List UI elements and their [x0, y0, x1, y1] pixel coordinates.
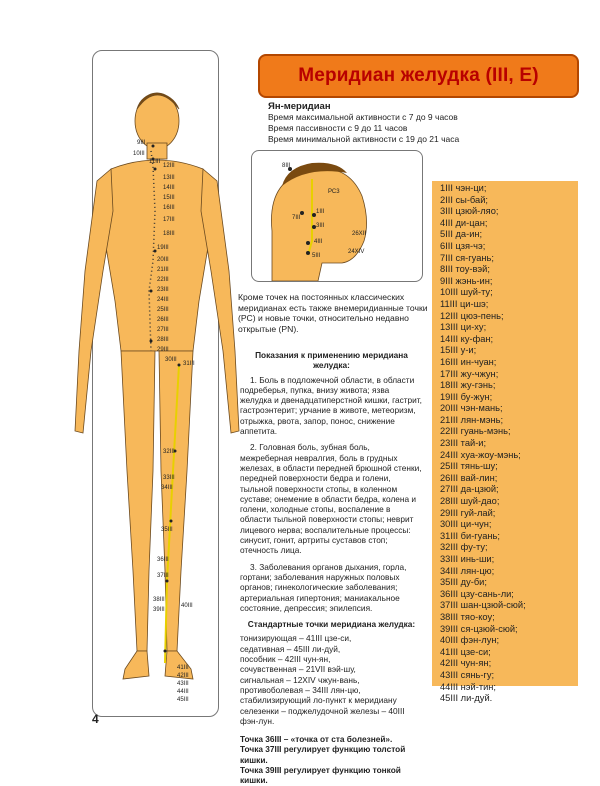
body-label-43: 43III	[177, 681, 189, 687]
body-label-45: 45III	[177, 697, 189, 703]
meridian-point-item: 42III чун-ян;	[440, 658, 492, 669]
body-label-27: 27III	[157, 327, 169, 333]
indications-paragraph-2: 2. Головная боль, зубная боль, межреберная невралгия, боль в грудных железах, в области передней брюшной стенки, передней поверхности бедра и голени, тыльной поверхности стопы, в коленном суставе; онемение в области бедра, колена и голени, холодные стопы, воспаление в области тыльной поверхности стопы; неврит лицевого нерва; воспалительные процессы: синусит, гонит, артриты суставов стоп; отечность лица.	[240, 442, 422, 556]
meridian-point-item: 39III ся-цзюй-сюй;	[440, 623, 518, 634]
yan-line-passive: Время пассивности с 9 до 11 часов	[268, 123, 408, 133]
body-label-15: 15III	[163, 195, 175, 201]
meridian-point-item: 12III цюэ-пень;	[440, 310, 504, 321]
meridian-point-item: 4III ди-цан;	[440, 217, 488, 228]
standard-point-item: пособник – 42III чун-ян,	[240, 654, 331, 665]
face-label-3: 3III	[316, 223, 325, 229]
notes	[240, 734, 423, 785]
body-label-26: 26III	[157, 317, 169, 323]
body-label-42: 42III	[177, 673, 189, 679]
standard-points-heading: Стандартные точки меридиана желудка:	[247, 619, 416, 630]
body-label-36: 36III	[157, 557, 169, 563]
body-label-30: 30III	[165, 357, 177, 363]
body-label-13: 13III	[163, 175, 175, 181]
meridian-point-item: 34III лян-цю;	[440, 565, 495, 576]
body-label-20: 20III	[157, 257, 169, 263]
body-label-12: 12III	[163, 163, 175, 169]
yan-line-max: Время максимальной активности с 7 до 9 часов	[268, 112, 458, 122]
yan-heading: Ян-меридиан	[268, 101, 331, 112]
body-label-17: 17III	[163, 217, 175, 223]
meridian-point-item: 30III ци-чун;	[440, 519, 492, 530]
meridian-point-item: 15III у-и;	[440, 345, 477, 356]
body-label-9: 9III	[137, 140, 146, 146]
face-label-8: 8III	[282, 163, 291, 169]
meridian-point-item: 31III би-гуань;	[440, 530, 500, 541]
meridian-point-item: 18III жу-гэнь;	[440, 380, 496, 391]
face-diagram-panel	[251, 150, 423, 282]
meridian-point-item: 6III цзя-чэ;	[440, 240, 486, 251]
yan-meridian-info	[268, 101, 459, 145]
body-label-39: 39III	[153, 607, 165, 613]
meridian-point-item: 29III гуй-лай;	[440, 507, 496, 518]
body-label-41: 41III	[177, 665, 189, 671]
body-label-21: 21III	[157, 267, 169, 273]
body-label-23: 23III	[157, 287, 169, 293]
body-label-31: 31III	[183, 361, 195, 367]
meridian-point-item: 19III бу-жун;	[440, 391, 493, 402]
body-label-11: 11III	[149, 159, 161, 165]
body-label-14: 14III	[163, 185, 175, 191]
body-label-38: 38III	[153, 597, 165, 603]
meridian-point-item: 35III ду-би;	[440, 577, 487, 588]
note-item: Точка 37III регулирует функцию толстой кишки.	[240, 744, 406, 765]
face-label-1: 1III	[316, 209, 325, 215]
standard-points-list	[240, 633, 423, 726]
face-label-7: 7III	[292, 215, 301, 221]
standard-point-item: сигнальная – 12XIV чжун-вань,	[240, 674, 360, 685]
meridian-point-item: 41III цзе-си;	[440, 646, 491, 657]
face-label-5: 5III	[312, 253, 321, 259]
meridian-point-item: 38III тяо-коу;	[440, 611, 495, 622]
face-caption: Кроме точек на постоянных классических меридианах есть также внемеридианные точки (РС) и новые точки, относительно недавно открытые (PN).	[238, 292, 428, 334]
body-label-29: 29III	[157, 347, 169, 353]
body-figure-panel	[92, 50, 219, 717]
face-label-4: 4III	[314, 239, 323, 245]
page-title-banner	[258, 54, 579, 98]
meridian-point-item: 45III ли-дуй.	[440, 693, 493, 704]
body-label-33: 33III	[163, 475, 175, 481]
meridian-point-item: 25III тянь-шу;	[440, 461, 498, 472]
meridian-point-item: 32III фу-ту;	[440, 542, 488, 553]
body-label-24: 24III	[157, 297, 169, 303]
body-figure-illustration	[53, 51, 263, 716]
face-label-rc3: РС3	[328, 189, 340, 195]
indications-heading: Показания к применению меридиана желудка:	[255, 350, 408, 371]
meridian-point-item: 43III сянь-гу;	[440, 669, 495, 680]
standard-point-item: тонизирующая – 41III цзе-си,	[240, 633, 352, 644]
meridian-point-item: 2III сы-бай;	[440, 194, 488, 205]
body-label-18: 18III	[163, 231, 175, 237]
body-label-40: 40III	[181, 603, 193, 609]
page-number: 4	[92, 712, 99, 726]
standard-point-item: стабилизирующий ло-пункт к меридиану селезенки – поджелудочной железы – 40III фэн-лун.	[240, 695, 405, 726]
indications-paragraph-1: 1. Боль в подложечной области, в области подреберья, пупка, внизу живота; язва желудка и двенадцатиперстной кишки, гастрит, гастроэнтерит; урчание в животе, метеоризм, отрыжка, рвота, запор, понос, снижение аппетита.	[240, 374, 422, 437]
meridian-point-item: 23III тай-и;	[440, 438, 487, 449]
meridian-point-item: 8III тоу-вэй;	[440, 264, 490, 275]
meridian-point-item: 36III цзу-сань-ли;	[440, 588, 514, 599]
meridian-point-item: 33III инь-ши;	[440, 554, 495, 564]
standard-point-item: сочувственная – 21VII вэй-шу,	[240, 664, 356, 675]
meridian-point-item: 44III нэй-тин;	[440, 681, 497, 692]
meridian-point-item: 11III ци-шэ;	[440, 298, 489, 309]
meridian-point-item: 14III ку-фан;	[440, 333, 494, 344]
meridian-point-item: 13III ци-ху;	[440, 322, 487, 333]
body-label-22: 22III	[157, 277, 169, 283]
indications-text	[240, 350, 423, 786]
body-label-32: 32III	[163, 449, 175, 455]
meridian-points-list-panel	[432, 181, 578, 704]
page-title: Меридиан желудка (III, E)	[298, 65, 539, 86]
note-item: Точка 39III регулирует функцию тонкой кишки.	[240, 764, 401, 786]
meridian-point-item: 40III фэн-лун;	[440, 635, 500, 646]
meridian-point-item: 7III ся-гуань;	[440, 252, 494, 263]
meridian-point-item: 1III чэн-ци;	[440, 183, 487, 193]
meridian-point-item: 28III шуй-дао;	[440, 496, 500, 507]
yan-line-min: Время минимальной активности с 19 до 21 часа	[268, 134, 460, 144]
face-label-26xii: 26XII	[352, 231, 367, 237]
face-label-24xiv: 24XIV	[348, 249, 365, 255]
meridian-point-item: 20III чэн-мань;	[440, 403, 503, 414]
meridian-point-item: 3III цзюй-ляо;	[440, 206, 499, 217]
body-label-16: 16III	[163, 205, 175, 211]
body-label-10: 10III	[133, 151, 145, 157]
body-label-34: 34III	[161, 485, 173, 491]
indications-paragraph-3: 3. Заболевания органов дыхания, горла, гортани; заболевания наружных половых органов; гинекологические заболевания; артериальная гипертония; маниакальное состояние, депрессия; эпилепсия.	[240, 561, 407, 613]
body-label-35: 35III	[161, 527, 173, 533]
meridian-point-item: 37III шан-цзюй-сюй;	[440, 600, 526, 611]
meridian-point-item: 5III да-ин;	[440, 229, 483, 240]
meridian-point-item: 27III да-цзюй;	[440, 484, 499, 495]
meridian-point-item: 26III вай-лин;	[440, 472, 498, 483]
meridian-point-item: 9III жэнь-ин;	[440, 275, 493, 286]
body-label-28: 28III	[157, 337, 169, 343]
meridian-point-item: 24III хуа-жоу-мэнь;	[440, 449, 521, 460]
meridian-point-item: 10III шуй-ту;	[440, 287, 493, 298]
meridian-point-item: 17III жу-чжун;	[440, 368, 499, 379]
meridian-points-list	[432, 181, 578, 705]
body-label-37: 37III	[157, 573, 169, 579]
body-label-25: 25III	[157, 307, 169, 313]
standard-point-item: седативная – 45III ли-дуй,	[240, 643, 341, 654]
standard-point-item: противоболевая – 34III лян-цю,	[240, 684, 361, 695]
face-illustration	[252, 151, 422, 281]
body-label-44: 44III	[177, 689, 189, 695]
body-label-19: 19III	[157, 245, 169, 251]
meridian-point-item: 21III лян-мэнь;	[440, 414, 504, 425]
meridian-point-item: 22III гуань-мэнь;	[440, 426, 511, 437]
meridian-point-item: 16III ин-чуан;	[440, 356, 497, 367]
note-item: Точка 36III – «точка от ста болезней».	[240, 734, 393, 745]
